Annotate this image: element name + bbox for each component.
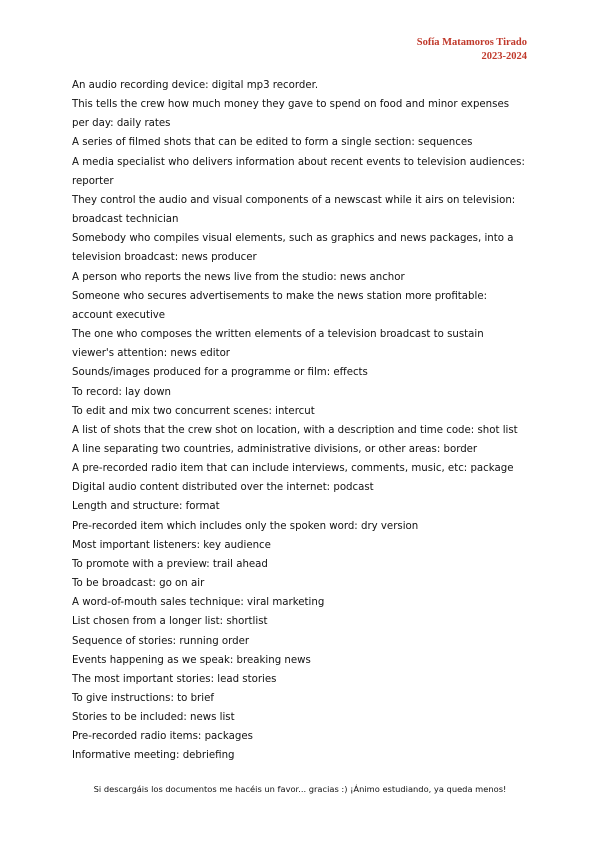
glossary-entry: A person who reports the news live from the studio: news anchor (72, 271, 405, 283)
glossary-entry: Pre-recorded item which includes only the spoken word: dry version (72, 520, 419, 532)
glossary-entry: An audio recording device: digital mp3 recorder. (72, 80, 319, 91)
glossary-entry: A series of filmed shots that can be edited to form a single section: sequences (72, 137, 473, 149)
glossary-entry: Stories to be included: news list (72, 712, 235, 724)
glossary-entry: A line separating two countries, administrative divisions, or other areas: border (72, 443, 478, 455)
glossary-entry: To promote with a preview: trail ahead (72, 558, 268, 570)
page-header (417, 36, 527, 64)
footer-note: Si descargáis los documentos me hacéis un favor... gracias :) ¡Ánimo estudiando, ya queda menos! (93, 784, 507, 794)
glossary-entry: They control the audio and visual components of a newscast while it airs on television: broadcast technician (72, 194, 516, 226)
glossary-entry: Length and structure: format (72, 501, 220, 513)
glossary-entry: Sequence of stories: running order (72, 635, 250, 647)
glossary-entry: A pre-recorded radio item that can include interviews, comments, music, etc: package (72, 463, 514, 475)
glossary-entry: Digital audio content distributed over the internet: podcast (72, 482, 374, 494)
glossary-entry: A list of shots that the crew shot on location, with a description and time code: shot list (72, 424, 518, 436)
glossary-entry: A word-of-mouth sales technique: viral marketing (72, 597, 325, 609)
glossary-entry: To give instructions: to brief (72, 693, 214, 704)
glossary-entry: The one who composes the written elements of a television broadcast to sustain viewer's attention: news editor (72, 329, 484, 360)
glossary-entry: Someone who secures advertisements to make the news station more profitable: account executive (72, 290, 488, 321)
glossary-entry: Somebody who compiles visual elements, such as graphics and news packages, into a television broadcast: news producer (72, 233, 514, 264)
academic-year: 2023-2024 (481, 51, 527, 62)
glossary-entry: Sounds/images produced for a programme or film: effects (72, 367, 368, 379)
glossary-entry: To be broadcast: go on air (72, 578, 205, 590)
glossary-entry: This tells the crew how much money they gave to spend on food and minor expenses per day: daily rates (72, 99, 510, 130)
glossary-entry: Informative meeting: debriefing (72, 750, 235, 762)
glossary-entry: The most important stories: lead stories (72, 673, 277, 685)
glossary-entry: Most important listeners: key audience (72, 539, 271, 551)
glossary-entry: Events happening as we speak: breaking news (72, 654, 311, 666)
glossary-entry: To record: lay down (72, 386, 172, 398)
author-name: Sofía Matamoros Tirado (416, 37, 527, 48)
glossary-list (72, 76, 527, 766)
glossary-entry: To edit and mix two concurrent scenes: intercut (72, 405, 315, 417)
glossary-entry: Pre-recorded radio items: packages (72, 731, 253, 743)
glossary-entry: List chosen from a longer list: shortlist (72, 616, 268, 628)
glossary-entry: A media specialist who delivers information about recent events to television audiences: reporter (72, 156, 525, 187)
